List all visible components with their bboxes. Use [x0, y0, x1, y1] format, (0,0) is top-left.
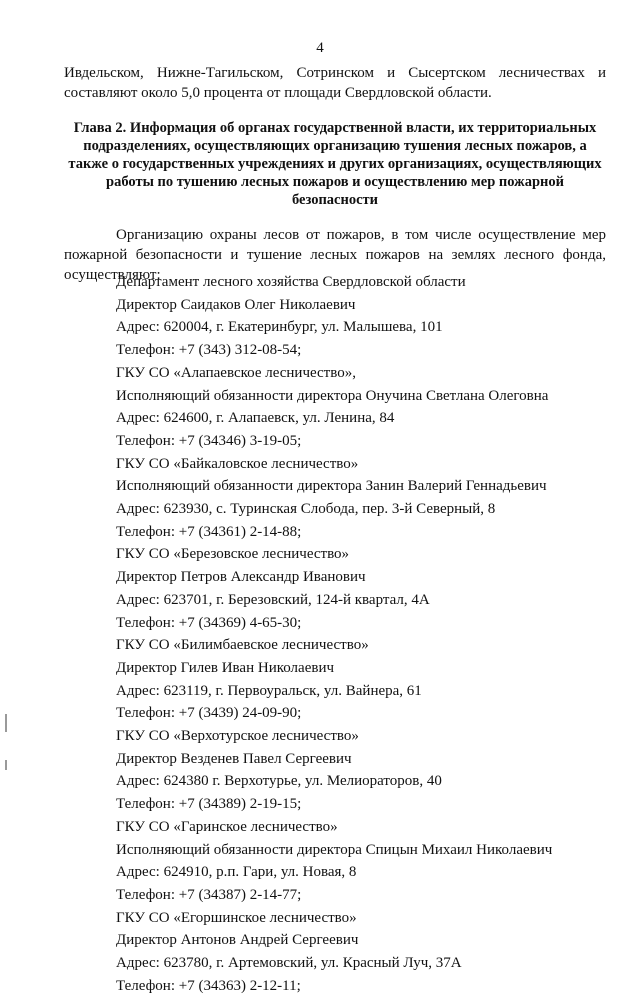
organization-line: Исполняющий обязанности директора Занин Валерий Геннадьевич [116, 478, 547, 495]
organization-line: ГКУ СО «Алапаевское лесничество», [116, 364, 356, 381]
organization-line: ГКУ СО «Березовское лесничество» [116, 546, 350, 563]
organization-line: ГКУ СО «Верхотурское лесничество» [116, 728, 359, 745]
organization-line: Департамент лесного хозяйства Свердловской области [116, 274, 466, 290]
organization-line: Адрес: 623701, г. Березовский, 124-й квартал, 4А [116, 591, 430, 608]
organization-line: Директор Гилев Иван Николаевич [116, 659, 335, 676]
page-number: 4 [316, 40, 324, 56]
organization-line: Телефон: +7 (34346) 3-19-05; [116, 432, 302, 449]
organization-line: Адрес: 624380 г. Верхотурье, ул. Мелиораторов, 40 [116, 773, 442, 790]
organization-line: ГКУ СО «Гаринское лесничество» [116, 818, 338, 835]
chapter-title: Глава 2. Информация об органах государственной власти, их территориальных подразделениях, осуществляющих организацию тушения лесных пожаров, а также о государственных учреждениях и других организациях, осуществляющих работы по тушению лесных пожаров и осуществлению мер пожарной безопасности [68, 120, 602, 208]
organization-line: Телефон: +7 (34387) 2-14-77; [116, 886, 302, 903]
lead-paragraph: Организацию охраны лесов от пожаров, в том числе осуществление мер пожарной безопасности и тушение лесных пожаров на землях лесного фонда, осуществляют: [64, 227, 606, 283]
organization-line: Телефон: +7 (343) 312-08-54; [116, 342, 302, 359]
organization-line: Телефон: +7 (34363) 2-12-11; [116, 977, 301, 994]
organization-line: Телефон: +7 (34389) 2-19-15; [116, 796, 302, 813]
organization-line: Адрес: 623119, г. Первоуральск, ул. Вайнера, 61 [116, 682, 422, 699]
organization-line: Адрес: 623930, с. Туринская Слобода, пер. 3-й Северный, 8 [116, 501, 496, 518]
organization-line: Директор Саидаков Олег Николаевич [116, 296, 356, 313]
organization-line: Директор Петров Александр Иванович [116, 569, 366, 586]
organization-line: Телефон: +7 (3439) 24-09-90; [116, 705, 302, 722]
organization-line: ГКУ СО «Билимбаевское лесничество» [116, 637, 369, 654]
organization-line: Телефон: +7 (34361) 2-14-88; [116, 523, 302, 540]
scan-artifact [5, 760, 7, 770]
organization-line: Исполняющий обязанности директора Онучина Светлана Олеговна [116, 387, 549, 404]
organization-line: ГКУ СО «Егоршинское лесничество» [116, 909, 357, 926]
organization-line: Адрес: 623780, г. Артемовский, ул. Красный Луч, 37А [116, 955, 462, 972]
intro-paragraph: Ивдельском, Нижне-Тагильском, Сотринском и Сысертском лесничествах и составляют около 5,0 процента от площади Свердловской области. [64, 65, 606, 101]
organization-line: Директор Антонов Андрей Сергеевич [116, 932, 359, 949]
organization-line: Телефон: +7 (34369) 4-65-30; [116, 614, 302, 631]
organization-line: Адрес: 620004, г. Екатеринбург, ул. Малышева, 101 [116, 319, 443, 336]
organizations-list [116, 271, 616, 998]
organization-line: ГКУ СО «Байкаловское лесничество» [116, 455, 359, 472]
organization-line: Адрес: 624600, г. Алапаевск, ул. Ленина, 84 [116, 410, 395, 427]
scan-artifact [5, 714, 7, 732]
organization-line: Директор Везденев Павел Сергеевич [116, 750, 352, 767]
organization-line: Адрес: 624910, р.п. Гари, ул. Новая, 8 [116, 864, 357, 881]
organization-line: Исполняющий обязанности директора Спицын Михаил Николаевич [116, 841, 553, 858]
